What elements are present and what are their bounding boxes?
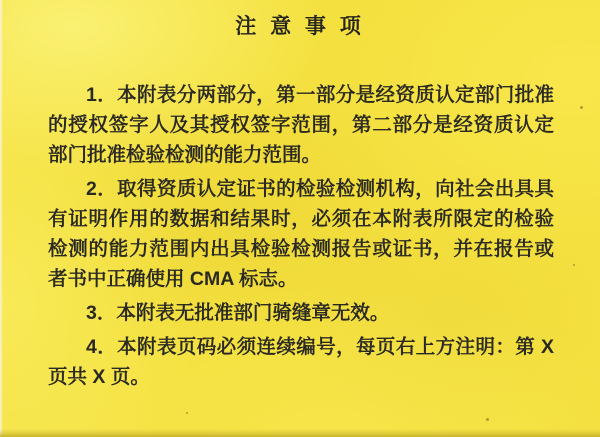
page-left-edge bbox=[0, 0, 3, 437]
paper-speck bbox=[573, 264, 575, 266]
notice-paragraph-3: 3．本附表无批准部门骑缝章无效。 bbox=[86, 302, 390, 324]
notice-paragraph-1: 1．本附表分两部分，第一部分是经资质认定部门批准的授权签字人及其授权签字范围，第二部分是经资质认定部门批准检验检测的能力范围。 bbox=[48, 84, 554, 166]
paper-speck bbox=[186, 412, 188, 414]
paper-speck bbox=[486, 418, 489, 421]
notice-paragraph-2: 2．取得资质认定证书的检验检测机构，向社会出具具有证明作用的数据和结果时，必须在本附表所限定的检验检测的能力范围内出具检验检测报告或证书，并在报告或者书中正确使用 CMA 标志。 bbox=[48, 178, 554, 290]
notice-paragraph-4: 4．本附表页码必须连续编号，每页右上方注明：第 X 页共 X 页。 bbox=[48, 336, 554, 388]
paper-speck bbox=[580, 106, 583, 109]
notice-body bbox=[48, 80, 554, 392]
page-title: 注 意 事 项 bbox=[235, 15, 365, 38]
page-bottom-edge bbox=[0, 429, 600, 437]
